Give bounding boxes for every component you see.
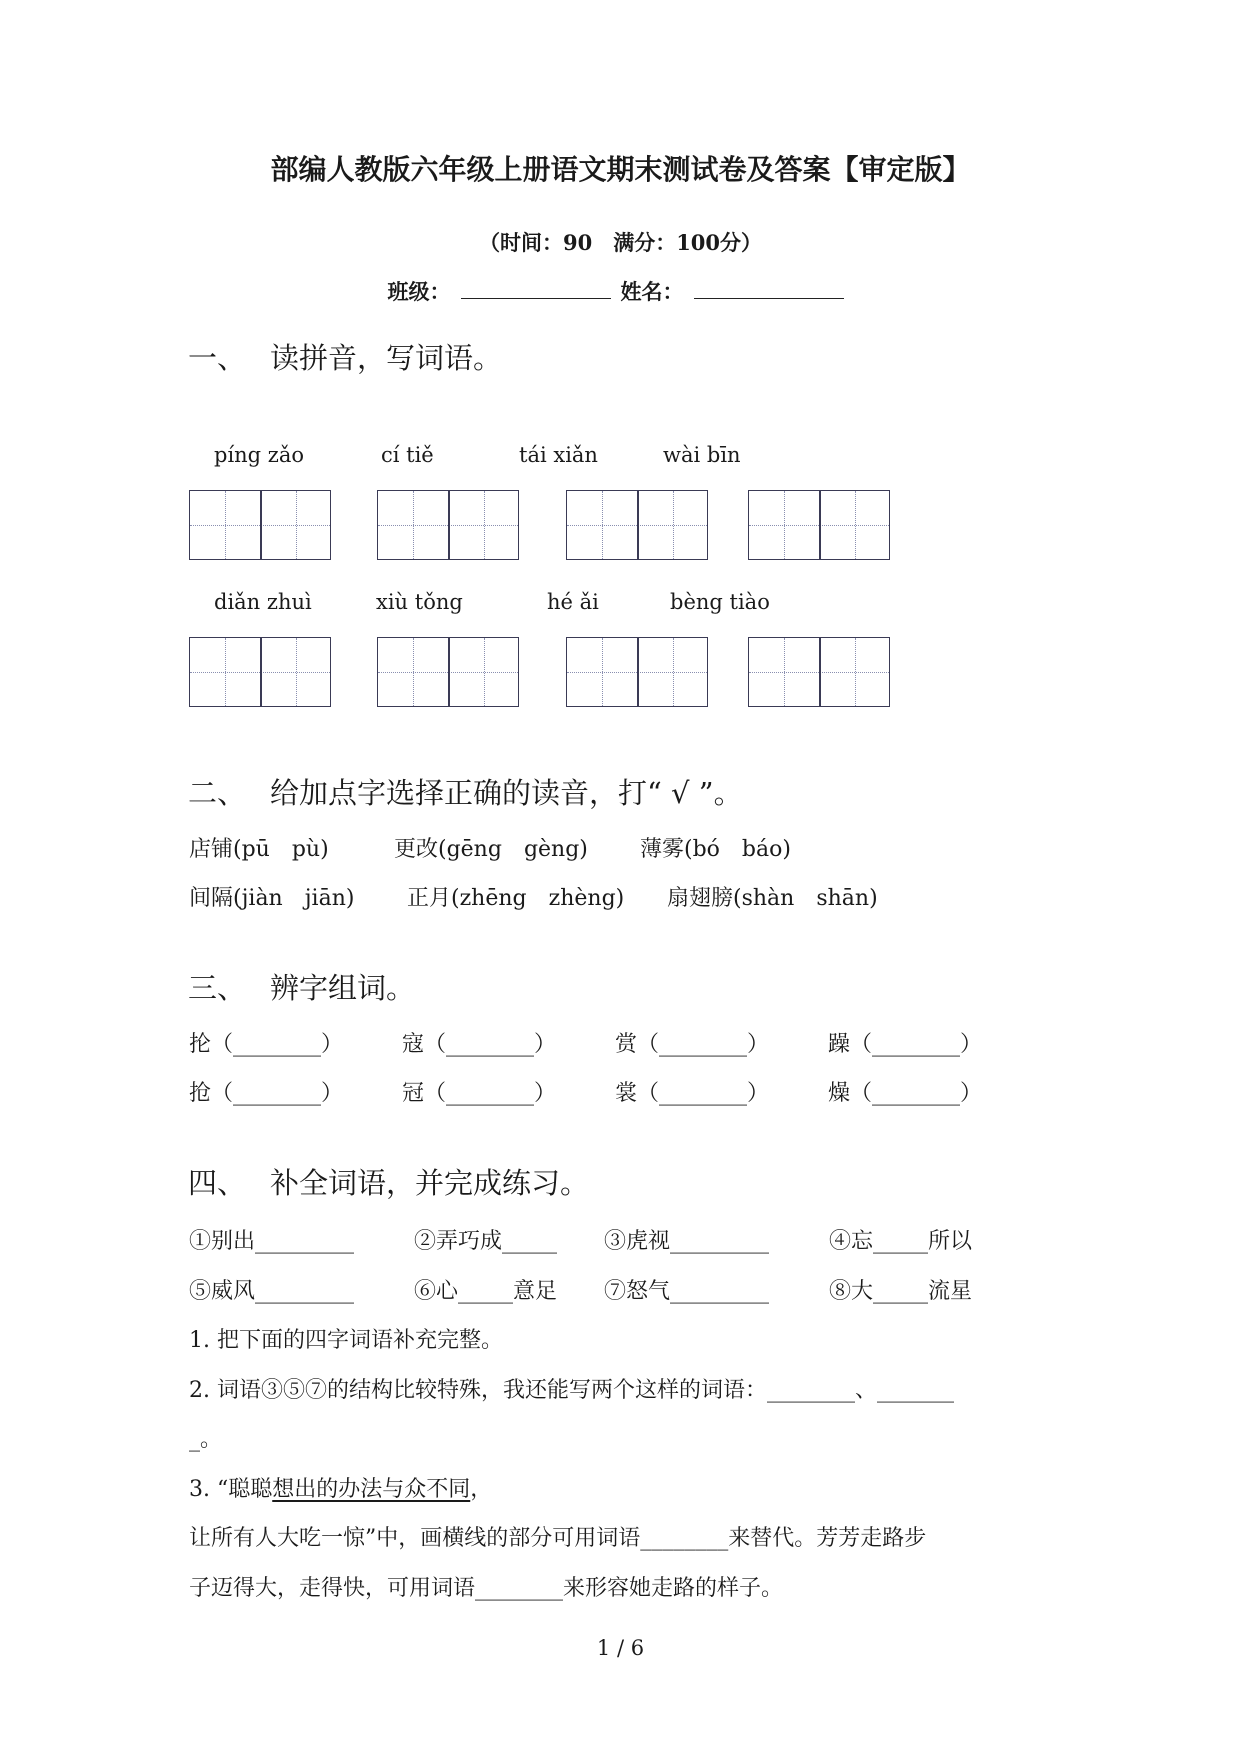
word-blank[interactable]: 燥（________） [828,1081,983,1106]
section-number: 二、 [188,776,247,810]
pinyin: cí tiě [381,443,434,467]
writing-box[interactable] [748,490,890,560]
word-blank[interactable]: 裳（________） [615,1081,770,1106]
name-label: 姓名： [620,279,684,304]
question-2: 2. 词语③⑤⑦的结构比较特殊，我还能写两个这样的词语：________、_______ [189,1378,954,1403]
word-blank[interactable]: 冠（________） [402,1081,557,1106]
writing-box[interactable] [566,637,708,707]
underlined-phrase: 想出的办法与众不同 [272,1477,471,1502]
section-1-heading [188,336,502,377]
section-title: 读拼音，写词语。 [270,341,503,375]
section-3-heading [188,966,415,1007]
section-title: 给加点字选择正确的读音，打“ √ ”。 [270,776,743,810]
section-title: 辨字组词。 [270,971,416,1005]
name-blank[interactable] [694,280,844,299]
writing-box[interactable] [566,490,708,560]
writing-box[interactable] [377,637,519,707]
word-blank[interactable]: 赏（________） [615,1032,770,1057]
student-info-line [0,276,1241,306]
section-number: 三、 [188,971,247,1005]
question-3-line-3: 子迈得大，走得快，可用词语________来形容她走路的样子。 [189,1576,784,1601]
section-number: 一、 [188,341,247,375]
reading-option[interactable]: 店铺(pū pù) [189,837,329,862]
idiom-blank[interactable]: ③虎视_________ [604,1229,770,1254]
writing-box[interactable] [377,490,519,560]
class-label: 班级： [387,279,451,304]
page-number: 1 / 6 [596,1636,645,1660]
pinyin: tái xiǎn [519,443,598,467]
pinyin: wài bīn [663,443,741,467]
word-blank[interactable]: 寇（________） [402,1032,557,1057]
question-1: 1. 把下面的四字词语补充完整。 [189,1328,503,1353]
word-blank[interactable]: 躁（________） [828,1032,983,1057]
idiom-blank[interactable]: ⑧大_____流星 [829,1279,973,1304]
class-blank[interactable] [461,280,611,299]
word-blank[interactable]: 抡（________） [189,1032,344,1057]
page-title: 部编人教版六年级上册语文期末测试卷及答案【审定版】 [270,153,971,186]
exam-info: （时间：90 满分：100分） [478,230,763,255]
writing-box[interactable] [189,490,331,560]
question-3-line-2: 让所有人大吃一惊”中，画横线的部分可用词语________来替代。芳芳走路步 [189,1526,927,1551]
pinyin: píng zǎo [214,443,305,467]
question-3 [189,1472,492,1503]
idiom-blank[interactable]: ⑤威风_________ [189,1279,355,1304]
reading-option[interactable]: 更改(gēng gèng) [394,837,588,862]
question-3-suffix: ， [470,1477,493,1502]
reading-option[interactable]: 间隔(jiàn jiān) [189,886,355,911]
idiom-blank[interactable]: ⑥心_____意足 [414,1279,558,1304]
idiom-blank[interactable]: ⑦怒气_________ [604,1279,770,1304]
pinyin: hé ǎi [547,590,599,614]
question-2-continued: _。 [189,1427,223,1452]
idiom-blank[interactable]: ①别出_________ [189,1229,355,1254]
idiom-blank[interactable]: ②弄巧成_____ [414,1229,558,1254]
section-number: 四、 [188,1166,247,1200]
section-4-heading [188,1161,589,1202]
section-2-heading [188,771,743,812]
question-3-prefix: 3. “聪聪 [189,1477,273,1502]
reading-option[interactable]: 薄雾(bó báo) [640,837,791,862]
section-title: 补全词语，并完成练习。 [270,1166,590,1200]
word-blank[interactable]: 抢（________） [189,1081,344,1106]
idiom-blank[interactable]: ④忘_____所以 [829,1229,973,1254]
writing-box[interactable] [189,637,331,707]
reading-option[interactable]: 扇翅膀(shàn shān) [667,886,878,911]
reading-option[interactable]: 正月(zhēng zhèng) [407,886,625,911]
writing-box[interactable] [748,637,890,707]
pinyin: bèng tiào [670,590,770,614]
pinyin: diǎn zhuì [214,590,312,614]
pinyin: xiù tǒng [376,590,463,614]
